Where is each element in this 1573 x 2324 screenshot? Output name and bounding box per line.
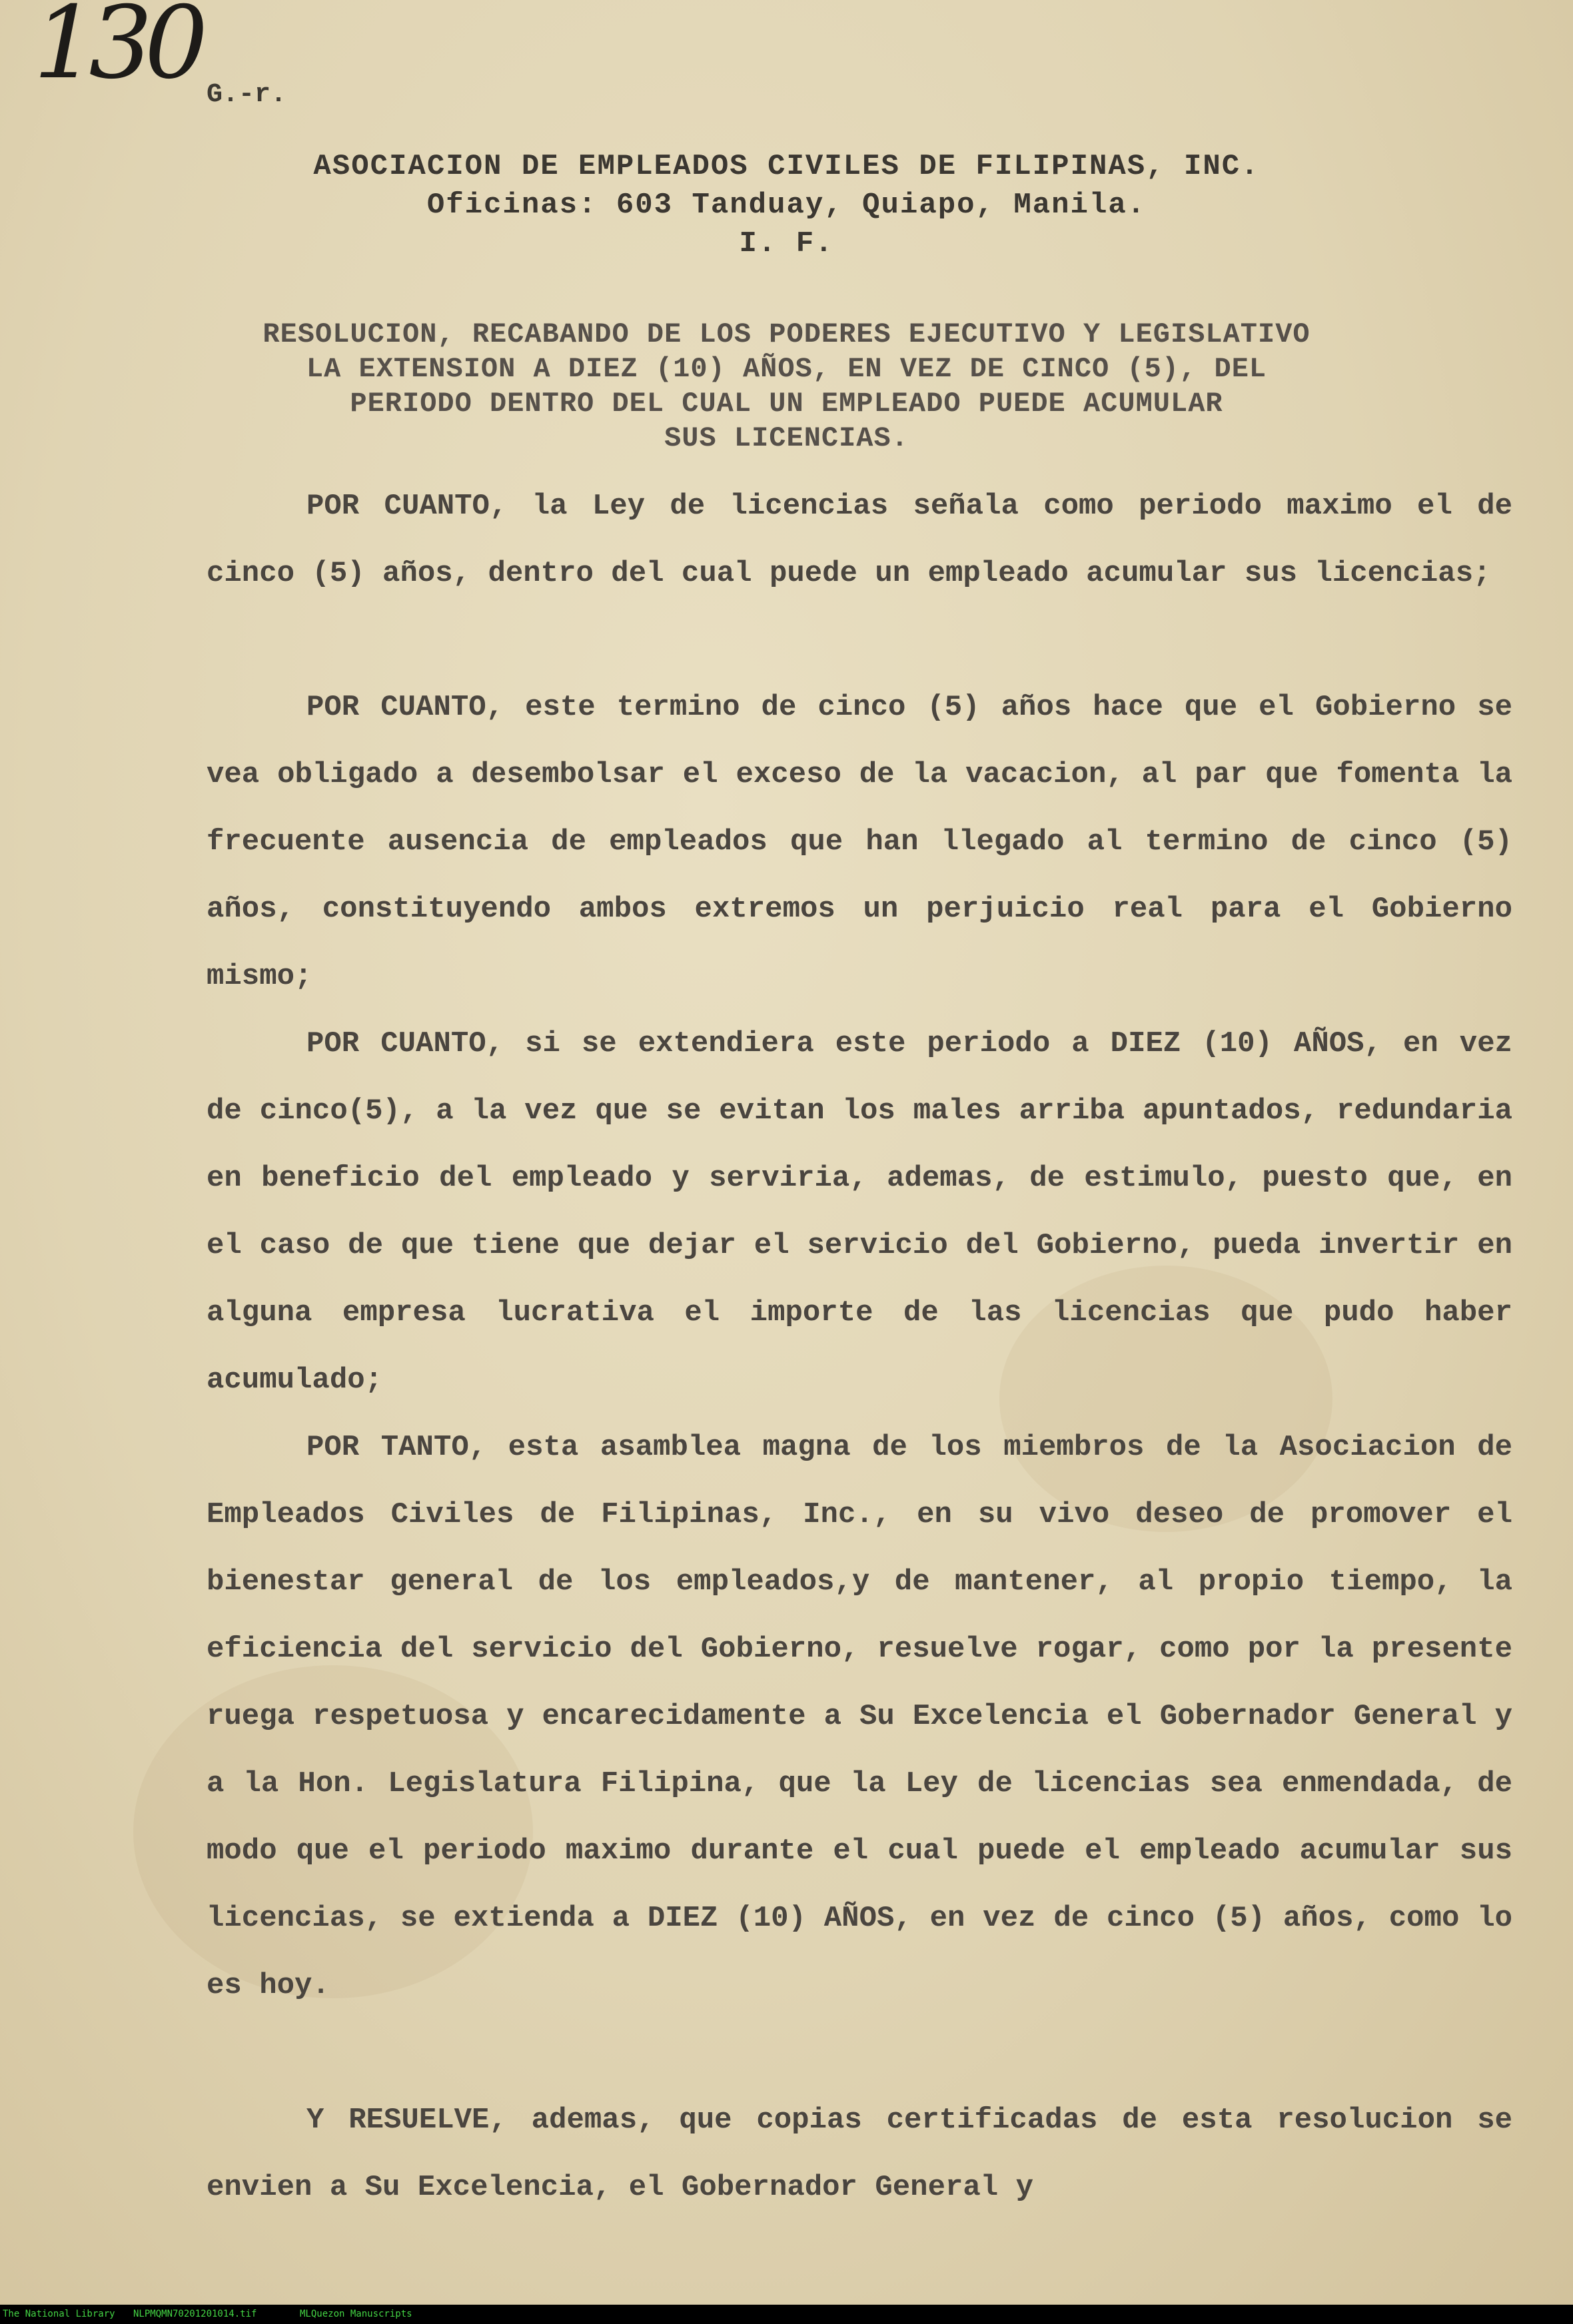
resolution-title-line: RESOLUCION, RECABANDO DE LOS PODERES EJECUTIVO Y LEGISLATIVO	[262, 318, 1311, 350]
organization-name: ASOCIACION DE EMPLEADOS CIVILES DE FILIPINAS, INC.	[313, 150, 1260, 183]
resolution-title-line: SUS LICENCIAS.	[664, 422, 909, 454]
therefore-paragraph: POR TANTO, esta asamblea magna de los miembros de la Asociacion de Empleados Civiles de Filipinas, Inc., en su vivo deseo de promover el bienestar general de los empleados,y de mantener, al propio tiempo, la eficiencia del servicio del Gobierno, resuelve rogar, como por la presente ruega respetuosa y encarecidamente a Su Excelencia el Gobernador General y a la Hon. Legislatura Filipina, que la Ley de licencias sea enmendada, de modo que el periodo maximo durante el cual puede el empleado acumular sus licencias, se extienda a DIEZ (10) AÑOS, en vez de cinco (5) años, como lo es hoy.	[207, 1431, 1512, 2002]
footer-file-name: NLPMQMN70201201014.tif	[133, 2309, 257, 2319]
resolved-paragraph: Y RESUELVE, ademas, que copias certificadas de esta resolucion se envien a Su Excelencia, el Gobernador General y	[207, 2104, 1512, 2204]
resolution-title-line: LA EXTENSION A DIEZ (10) AÑOS, EN VEZ DE CINCO (5), DEL	[306, 353, 1267, 385]
whereas-paragraph-2: POR CUANTO, este termino de cinco (5) años hace que el Gobierno se vea obligado a desembolsar el exceso de la vacacion, al par que fomenta la frecuente ausencia de empleados que han llegado al termino de cinco (5) años, constituyendo ambos extremos un perjuicio real para el Gobierno mismo;	[207, 691, 1512, 993]
whereas-paragraph-3: POR CUANTO, si se extendiera este periodo a DIEZ (10) AÑOS, en vez de cinco(5), a la vez que se evitan los males arriba apuntados, redundaria en beneficio del empleado y serviria, ademas, de estimulo, puesto que, en el caso de que tiene que dejar el servicio del Gobierno, pueda invertir en alguna empresa lucrativa el importe de las licencias que pudo haber acumulado;	[207, 1027, 1512, 1397]
document-code: I. F.	[739, 227, 834, 260]
whereas-paragraph-1: POR CUANTO, la Ley de licencias señala como periodo maximo el de cinco (5) años, dentro del cual puede un empleado acumular sus licencias;	[207, 490, 1512, 590]
resolution-title-line: PERIODO DENTRO DEL CUAL UN EMPLEADO PUEDE ACUMULAR	[350, 388, 1223, 420]
footer-collection-label: MLQuezon Manuscripts	[300, 2309, 412, 2319]
reference-code: G.-r.	[207, 80, 287, 110]
office-address: Oficinas: 603 Tanduay, Quiapo, Manila.	[426, 189, 1147, 222]
footer-library-label: The National Library	[3, 2309, 115, 2319]
handwritten-folio-number: 130	[33, 0, 201, 101]
scan-footer-bar	[0, 2305, 1573, 2324]
